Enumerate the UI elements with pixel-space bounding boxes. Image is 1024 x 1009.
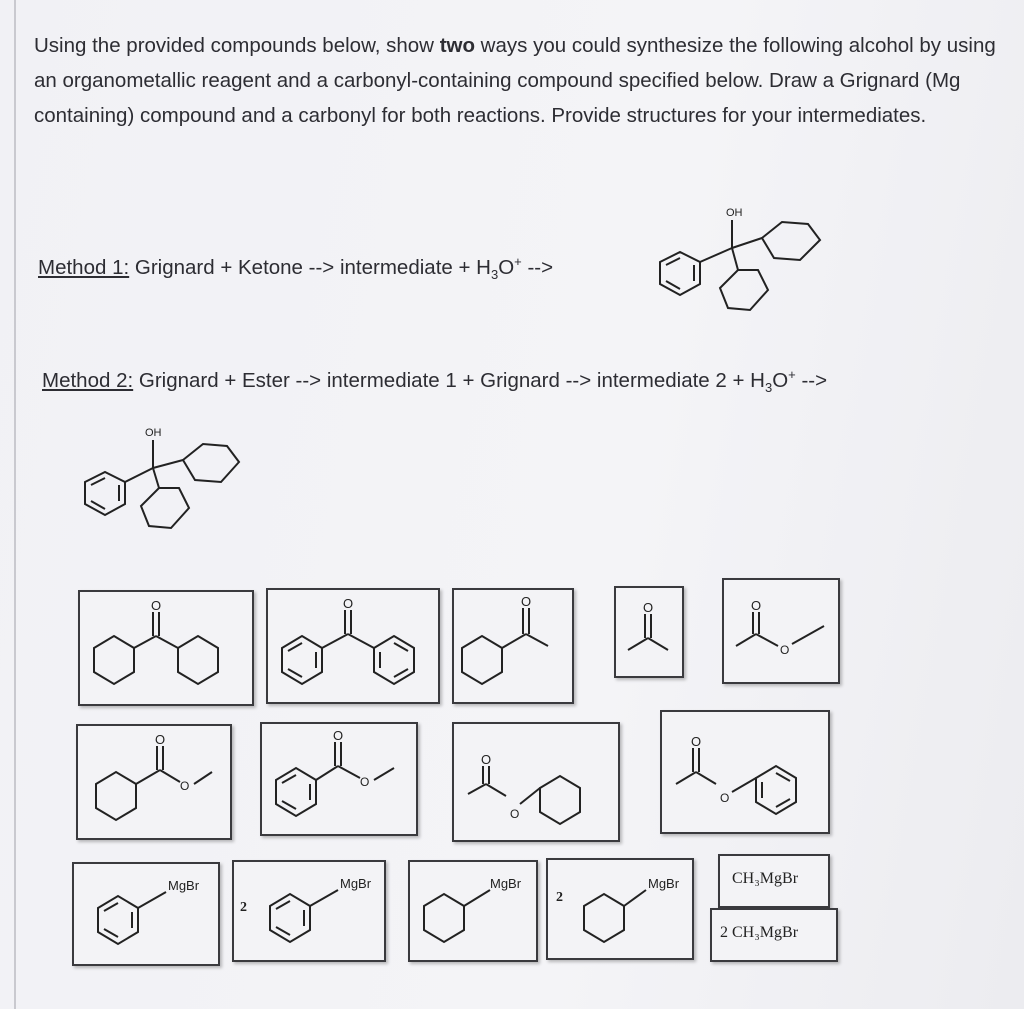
svg-text:O: O bbox=[510, 807, 520, 821]
svg-text:O: O bbox=[155, 732, 166, 747]
phenyl-acetate-structure bbox=[662, 712, 828, 832]
ethyl-acetate-structure bbox=[724, 580, 838, 682]
target-alcohol-structure-2 bbox=[75, 420, 255, 550]
cyclohexyl-acetate-structure bbox=[454, 724, 618, 840]
two-phenylmagnesium-bromide-card[interactable]: 2 MgBr bbox=[232, 860, 386, 962]
svg-text:O: O bbox=[691, 734, 702, 749]
svg-text:O: O bbox=[720, 791, 730, 805]
svg-text:O: O bbox=[643, 600, 654, 615]
svg-text:O: O bbox=[343, 596, 354, 611]
mgbr-label: MgBr bbox=[168, 878, 200, 893]
cyclohexyl-methyl-ketone-card[interactable] bbox=[452, 588, 574, 704]
methyl-cyclohexanecarboxylate-structure bbox=[78, 726, 230, 838]
cyclohexyl-acetate-card[interactable] bbox=[452, 722, 620, 842]
phenylmagnesium-bromide-card[interactable] bbox=[72, 862, 220, 966]
question-text: Using the provided compounds below, show two ways you could synthesize the following alcohol by using an organometallic reagent and a carbonyl-containing compound specified below. Draw a Grignard (Mg containing) compound and a carbonyl for both reactions. Provide structures for your intermediates. bbox=[34, 34, 996, 127]
svg-text:O: O bbox=[360, 775, 370, 789]
methyl-benzoate-card[interactable] bbox=[260, 722, 418, 836]
page-edge bbox=[14, 0, 16, 1009]
ethyl-acetate-card[interactable] bbox=[722, 578, 840, 684]
equivalents-2: 2 bbox=[240, 900, 247, 915]
two-methylmagnesium-bromide-card[interactable] bbox=[710, 908, 838, 962]
acetone-structure bbox=[616, 588, 682, 676]
method-1: Method 1: Grignard + Ketone --> intermediate + $H_3O^+$ --> bbox=[38, 254, 554, 282]
svg-text:O: O bbox=[151, 598, 162, 613]
svg-text:O: O bbox=[780, 643, 790, 657]
dicyclohexyl-ketone-structure bbox=[80, 592, 252, 704]
benzophenone-structure bbox=[268, 590, 438, 702]
svg-text:O: O bbox=[521, 594, 532, 609]
target-alcohol-structure bbox=[650, 200, 830, 330]
phenyl-acetate-card[interactable] bbox=[660, 710, 830, 834]
ch3mgbr-label: CH₃MgBr bbox=[732, 870, 799, 887]
benzophenone-card[interactable] bbox=[266, 588, 440, 704]
acetone-card[interactable] bbox=[614, 586, 684, 678]
methyl-cyclohexanecarboxylate-card[interactable] bbox=[76, 724, 232, 840]
svg-text:O: O bbox=[481, 752, 492, 767]
methylmagnesium-bromide-card[interactable] bbox=[718, 854, 830, 908]
cyclohexyl-methyl-ketone-structure bbox=[454, 590, 572, 702]
svg-text:OH: OH bbox=[145, 427, 162, 439]
svg-text:O: O bbox=[751, 598, 762, 613]
cyclohexylmagnesium-bromide-structure-2 bbox=[548, 860, 692, 958]
svg-text:O: O bbox=[180, 779, 190, 793]
oh-label: OH bbox=[726, 207, 743, 219]
method-2: Method 2: Grignard + Ester --> intermediate 1 + Grignard --> intermediate $2 + H_3O^+$ --> bbox=[42, 367, 828, 395]
two-cyclohexylmagnesium-bromide-card[interactable]: 2 MgBr bbox=[546, 858, 694, 960]
dicyclohexyl-ketone-card[interactable] bbox=[78, 590, 254, 706]
svg-text:O: O bbox=[333, 728, 344, 743]
methyl-benzoate-structure bbox=[262, 724, 416, 834]
cyclohexylmagnesium-bromide-card[interactable]: MgBr bbox=[408, 860, 538, 962]
two-ch3mgbr-label: 2 CH₃MgBr bbox=[720, 924, 799, 941]
